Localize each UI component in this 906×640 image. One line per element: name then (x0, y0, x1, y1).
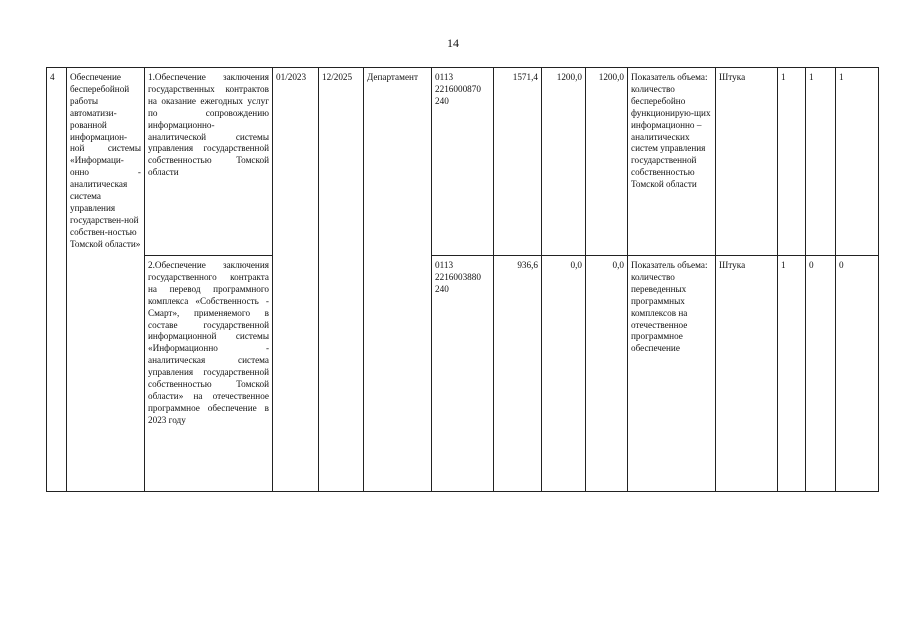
indicator-value-3: 0 (836, 256, 879, 492)
row-number: 4 (47, 68, 67, 492)
funding-total: 1571,4 (494, 68, 542, 256)
activity-description: 1.Обеспечение заключения государственных контрактов на оказание ежегодных услуг по сопровождению информационно-аналитической системы управления государственной собственностью Томской области (145, 68, 273, 256)
page-number: 14 (447, 36, 459, 50)
table-row (47, 256, 879, 492)
table-row (47, 68, 879, 256)
program-table (46, 67, 879, 492)
indicator-value-1: 1 (778, 256, 806, 492)
budget-code: 0113 2216003880 240 (432, 256, 494, 492)
indicator: Показатель объема: количество переведенных программных комплексов на отечественное программное обеспечение (628, 256, 716, 492)
indicator: Показатель объема: количество бесперебойно функционирую-щих информационно – аналитических систем управления государственной собственностью Томской области (628, 68, 716, 256)
executor: Департамент (364, 68, 432, 492)
activity-description: 2.Обеспечение заключения государственного контракта на перевод программного комплекса «Собственность - Смарт», применяемого в составе государственной информационной системы «Информационно - аналитическая система управления государственной собственностью Томской области» на отечественное программное обеспечение в 2023 году (145, 256, 273, 492)
funding-year-1: 0,0 (542, 256, 586, 492)
indicator-value-2: 1 (806, 68, 836, 256)
start-date: 01/2023 (273, 68, 319, 492)
budget-code: 0113 2216000870 240 (432, 68, 494, 256)
indicator-value-1: 1 (778, 68, 806, 256)
task-name: Обеспечение бесперебойной работы автоматизи-рованной информацион-ной системы «Информаци-онно - аналитическая система управления государствен-ной собствен-ностью Томской области» (67, 68, 145, 492)
funding-year-1: 1200,0 (542, 68, 586, 256)
unit: Штука (716, 256, 778, 492)
indicator-value-2: 0 (806, 256, 836, 492)
unit: Штука (716, 68, 778, 256)
end-date: 12/2025 (319, 68, 364, 492)
indicator-value-3: 1 (836, 68, 879, 256)
funding-year-2: 1200,0 (586, 68, 628, 256)
funding-total: 936,6 (494, 256, 542, 492)
funding-year-2: 0,0 (586, 256, 628, 492)
